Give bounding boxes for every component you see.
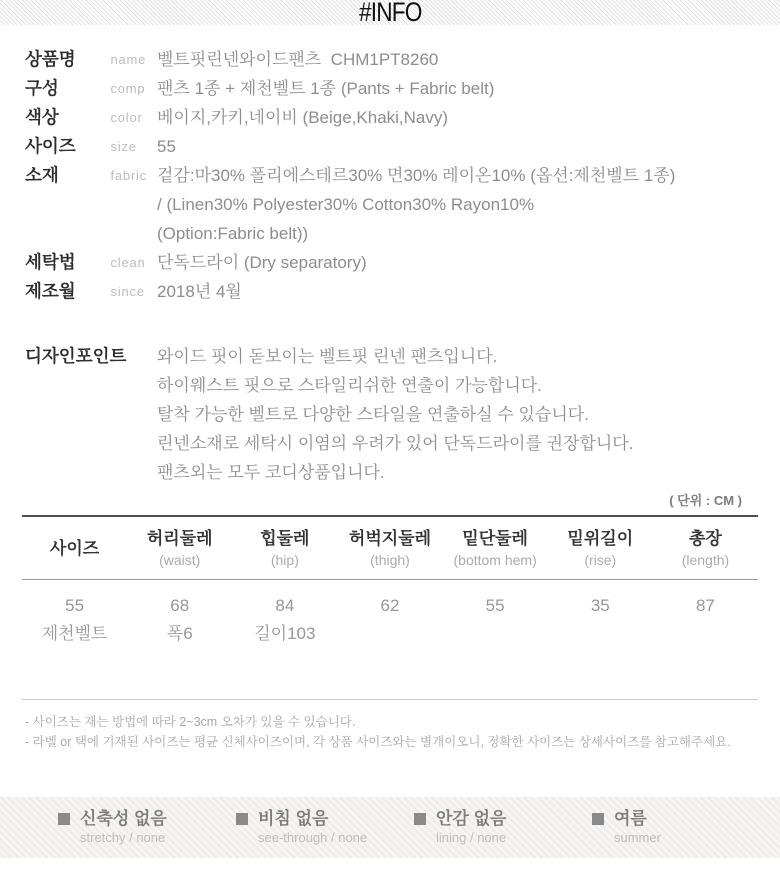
size-cell: 폭6: [166, 624, 193, 643]
size-table-header: [548, 516, 653, 580]
size-table-row: [22, 580, 758, 620]
note-line: - 사이즈는 재는 방법에 따라 2~3cm 오차가 있을 수 있습니다.: [25, 715, 356, 729]
spec-value-line: 단독드라이 (Dry separatory): [157, 253, 367, 272]
badge-label-korean: 신축성 없음: [80, 809, 167, 828]
column-header-english: (length): [681, 552, 730, 568]
spec-row-fabric: [25, 161, 780, 248]
badge-row: [414, 809, 592, 829]
size-cell: 68: [170, 596, 190, 615]
badge-row: [236, 809, 414, 829]
spec-label-korean: 세탁법: [25, 252, 76, 272]
spec-value: [157, 161, 780, 248]
badge-label-english: summer: [614, 830, 661, 845]
spec-label: [25, 103, 157, 132]
badge-row: [592, 809, 770, 829]
spec-label: [25, 161, 157, 190]
design-point-lines: [157, 342, 780, 487]
size-cell: 62: [380, 596, 400, 615]
unit-note: ( 단위 : CM ): [669, 493, 742, 508]
spec-label-korean: 색상: [25, 107, 59, 127]
size-table-row: [22, 619, 758, 647]
size-cell: [548, 619, 653, 647]
badge-label-english: stretchy / none: [80, 830, 166, 845]
spec-row-size: [25, 132, 780, 161]
size-table-header: [232, 516, 337, 580]
size-cell: 길이103: [254, 624, 316, 643]
size-cell: 87: [695, 596, 715, 615]
spec-value: [157, 248, 780, 277]
footer-attributes-band: [0, 797, 780, 858]
attribute-badge-see-through: [236, 809, 414, 846]
column-header-english: (bottom hem): [453, 552, 537, 568]
column-header-korean: 총장: [688, 529, 722, 548]
note-line: - 라벨 or 택에 기재된 사이즈는 평균 신체사이즈이며, 각 상품 사이즈와는 별개이오니, 정확한 사이즈는 상세사이즈를 참고해주세요.: [25, 734, 731, 749]
spec-row-composition: [25, 74, 780, 103]
design-point-line: 하이웨스트 핏으로 스타일리쉬한 연출이 가능합니다.: [157, 376, 542, 395]
column-header-korean: 허벅지둘레: [348, 529, 432, 548]
badge-row: [58, 809, 236, 829]
spec-value-line: 2018년 4월: [157, 282, 242, 301]
badge-label-english: see-through / none: [258, 830, 368, 845]
spec-row-manufactured: [25, 277, 780, 306]
size-cell: 84: [275, 596, 295, 615]
size-table: [22, 515, 758, 647]
size-table-header: [443, 516, 548, 580]
spec-value-line: 벨트핏린넨와이드팬츠 CHM1PT8260: [157, 50, 439, 69]
badge-label-korean: 안감 없음: [436, 809, 507, 828]
design-point-line: 팬츠외는 모두 코디상품입니다.: [157, 463, 385, 482]
design-point-line: 와이드 핏이 돋보이는 벨트핏 린넨 팬츠입니다.: [157, 347, 498, 366]
spec-value: [157, 132, 780, 161]
spec-label-english: size: [110, 139, 137, 154]
size-cell: 35: [590, 596, 610, 615]
size-table-header: [653, 516, 758, 580]
spec-label-english: fabric: [110, 168, 148, 183]
product-spec-section: [0, 25, 780, 306]
column-header-english: (hip): [270, 552, 299, 568]
spec-label: [25, 45, 157, 74]
badge-label-korean: 비침 없음: [258, 809, 329, 828]
column-header-korean: 사이즈: [49, 538, 100, 558]
size-table-header: [22, 516, 127, 580]
spec-label-english: clean: [110, 255, 146, 270]
spec-label: [25, 277, 157, 306]
spec-value-line: 55: [157, 137, 176, 156]
size-notes: [25, 713, 780, 752]
spec-label-korean: 소재: [25, 165, 59, 185]
spec-value: [157, 103, 780, 132]
square-bullet-icon: [236, 813, 248, 825]
spec-label-korean: 제조월: [25, 281, 76, 301]
spec-label: [25, 132, 157, 161]
column-header-english: (waist): [159, 552, 201, 568]
spec-value-line: 겉감:마30% 폴리에스테르30% 면30% 레이온10% (옵션:제천벨트 1종): [157, 166, 676, 185]
spec-label-korean: 사이즈: [25, 136, 76, 156]
spec-label-english: color: [110, 110, 143, 125]
attribute-badge-stretch: [58, 809, 236, 846]
spec-label-english: comp: [110, 81, 146, 96]
size-cell: 55: [65, 596, 85, 615]
spec-row-name: [25, 45, 780, 74]
divider-line: [22, 699, 758, 700]
size-table-header: [337, 516, 442, 580]
badge-label-english: lining / none: [436, 830, 507, 845]
info-header-band: [0, 0, 780, 25]
spec-label-korean: 상품명: [25, 49, 76, 69]
column-header-korean: 허리둘레: [146, 529, 213, 548]
spec-label-english: name: [110, 52, 147, 67]
attribute-badge-lining: [414, 809, 592, 846]
design-point-label: 디자인포인트: [25, 346, 127, 366]
column-header-korean: 힙둘레: [260, 529, 310, 548]
spec-row-color: [25, 103, 780, 132]
size-cell: 55: [485, 596, 505, 615]
square-bullet-icon: [414, 813, 426, 825]
size-cell: [443, 619, 548, 647]
square-bullet-icon: [58, 813, 70, 825]
spec-value-line: (Option:Fabric belt)): [157, 224, 309, 243]
spec-value-line: 베이지,카키,네이비 (Beige,Khaki,Navy): [157, 108, 449, 127]
size-table-header-row: [22, 516, 758, 580]
size-cell: 제천벨트: [41, 624, 108, 643]
design-point-section: [0, 342, 780, 487]
spec-value: [157, 277, 780, 306]
column-header-korean: 밑단둘레: [462, 529, 528, 548]
column-header-english: (rise): [584, 552, 617, 568]
attribute-badge-season: [592, 809, 770, 846]
size-cell: [337, 619, 442, 647]
column-header-korean: 밑위길이: [567, 529, 634, 548]
column-header-english: (thigh): [370, 552, 410, 568]
size-table-header: [127, 516, 232, 580]
design-point-line: 탈착 가능한 벨트로 다양한 스타일을 연출하실 수 있습니다.: [157, 405, 589, 424]
badge-label-korean: 여름: [614, 809, 647, 828]
square-bullet-icon: [592, 813, 604, 825]
size-cell: [653, 619, 758, 647]
spec-value-line: / (Linen30% Polyester30% Cotton30% Rayon10%: [157, 195, 535, 214]
spec-value: [157, 74, 780, 103]
design-point-line: 린넨소재로 세탁시 이염의 우려가 있어 단독드라이를 권장합니다.: [157, 434, 634, 453]
page-title: #INFO: [358, 0, 422, 27]
spec-value: [157, 45, 780, 74]
spec-label: [25, 248, 157, 277]
spec-label: [25, 74, 157, 103]
spec-label-korean: 구성: [25, 78, 59, 98]
spec-row-care: [25, 248, 780, 277]
spec-value-line: 팬츠 1종 + 제천벨트 1종 (Pants + Fabric belt): [157, 79, 495, 98]
spec-label-english: since: [110, 284, 145, 299]
